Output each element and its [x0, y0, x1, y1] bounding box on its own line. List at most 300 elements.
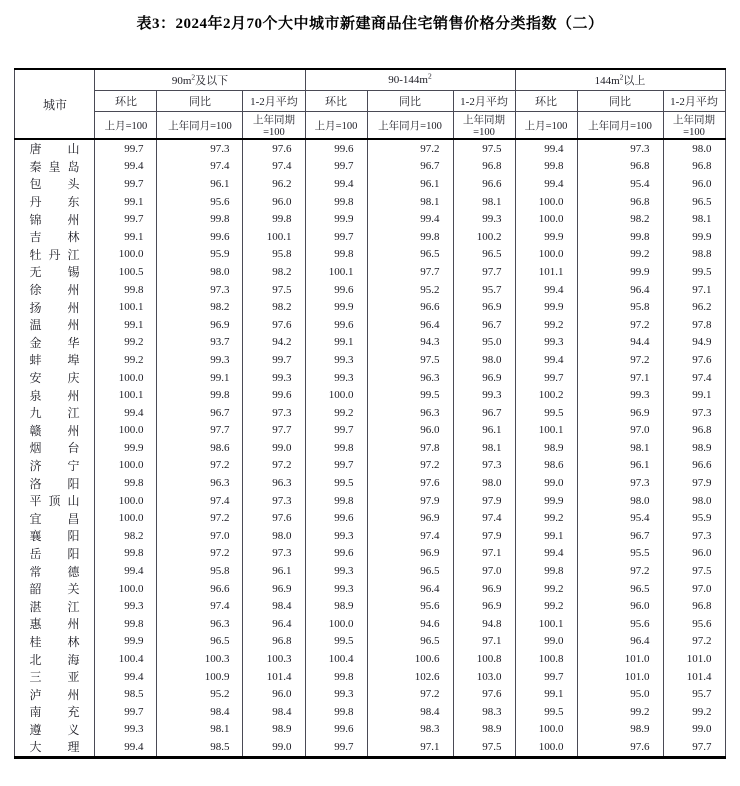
- index-value-cell: 101.4: [243, 668, 305, 686]
- index-value-cell: 99.8: [305, 246, 367, 264]
- index-value-cell: 99.2: [95, 334, 157, 352]
- index-value-cell: 96.0: [663, 545, 725, 563]
- index-value-cell: 95.6: [367, 597, 453, 615]
- index-value-cell: 96.4: [577, 281, 663, 299]
- index-value-cell: 99.8: [515, 158, 577, 176]
- index-value-cell: 99.8: [305, 668, 367, 686]
- index-value-cell: 97.1: [453, 545, 515, 563]
- index-value-cell: 99.3: [305, 685, 367, 703]
- index-value-cell: 97.2: [367, 685, 453, 703]
- index-value-cell: 96.4: [243, 615, 305, 633]
- index-value-cell: 99.9: [305, 210, 367, 228]
- index-value-cell: 99.7: [515, 668, 577, 686]
- index-value-cell: 97.6: [577, 738, 663, 757]
- index-value-cell: 98.5: [95, 685, 157, 703]
- index-value-cell: 99.8: [95, 615, 157, 633]
- city-name: 平 顶 山: [29, 494, 80, 509]
- index-value-cell: 96.5: [453, 246, 515, 264]
- index-value-cell: 98.9: [577, 721, 663, 739]
- table-header: [15, 69, 725, 139]
- table-row: [15, 721, 725, 739]
- index-value-cell: 98.5: [157, 738, 243, 757]
- index-value-cell: 97.2: [577, 351, 663, 369]
- base-period-header: 上月=100: [305, 112, 367, 140]
- city-name: 大 理: [29, 740, 80, 755]
- index-value-cell: 101.1: [515, 263, 577, 281]
- index-value-cell: 98.2: [243, 263, 305, 281]
- index-value-cell: 100.1: [515, 422, 577, 440]
- table-row: [15, 369, 725, 387]
- index-value-cell: 97.2: [367, 457, 453, 475]
- index-value-cell: 97.9: [663, 474, 725, 492]
- table-row: [15, 457, 725, 475]
- index-value-cell: 96.7: [453, 316, 515, 334]
- index-value-cell: 94.2: [243, 334, 305, 352]
- city-name: 丹 东: [29, 195, 80, 210]
- city-name: 赣 州: [29, 423, 80, 438]
- table-row: [15, 439, 725, 457]
- index-value-cell: 96.9: [367, 545, 453, 563]
- table-row: [15, 404, 725, 422]
- index-value-cell: 97.3: [577, 474, 663, 492]
- index-value-cell: 99.9: [305, 298, 367, 316]
- index-value-cell: 97.0: [453, 562, 515, 580]
- index-value-cell: 97.2: [157, 545, 243, 563]
- index-value-cell: 98.0: [243, 527, 305, 545]
- index-value-cell: 96.9: [453, 580, 515, 598]
- index-value-cell: 100.0: [95, 492, 157, 510]
- index-value-cell: 96.8: [663, 597, 725, 615]
- index-value-cell: 99.4: [95, 562, 157, 580]
- table-row: [15, 228, 725, 246]
- index-value-cell: 96.2: [243, 175, 305, 193]
- index-value-cell: 97.8: [367, 439, 453, 457]
- index-value-cell: 97.1: [577, 369, 663, 387]
- index-value-cell: 98.2: [157, 298, 243, 316]
- index-value-cell: 94.3: [367, 334, 453, 352]
- index-value-cell: 99.3: [515, 334, 577, 352]
- index-value-cell: 99.4: [95, 738, 157, 757]
- table-row: [15, 509, 725, 527]
- index-value-cell: 95.9: [663, 509, 725, 527]
- index-value-cell: 97.9: [367, 492, 453, 510]
- index-value-cell: 99.7: [305, 422, 367, 440]
- index-value-cell: 98.9: [243, 721, 305, 739]
- index-value-cell: 96.9: [367, 509, 453, 527]
- index-value-cell: 96.6: [663, 457, 725, 475]
- index-value-cell: 99.1: [663, 386, 725, 404]
- index-value-cell: 96.0: [663, 175, 725, 193]
- city-name: 常 德: [29, 564, 80, 579]
- index-value-cell: 98.6: [515, 457, 577, 475]
- report-page: [0, 14, 740, 759]
- index-value-cell: 99.0: [663, 721, 725, 739]
- table-row: [15, 615, 725, 633]
- index-value-cell: 100.4: [305, 650, 367, 668]
- index-value-cell: 99.6: [305, 509, 367, 527]
- size-group-header: $90-144m^2$: [305, 69, 515, 91]
- table-row: [15, 210, 725, 228]
- index-value-cell: 96.9: [577, 404, 663, 422]
- index-value-cell: 97.4: [367, 527, 453, 545]
- index-value-cell: 99.7: [305, 158, 367, 176]
- index-value-cell: 97.4: [453, 509, 515, 527]
- index-value-cell: 99.4: [95, 404, 157, 422]
- index-value-cell: 97.3: [157, 139, 243, 158]
- index-value-cell: 98.4: [243, 703, 305, 721]
- table-row: [15, 527, 725, 545]
- index-value-cell: 99.8: [305, 703, 367, 721]
- index-value-cell: 95.4: [577, 509, 663, 527]
- index-value-cell: 99.4: [515, 545, 577, 563]
- table-body: [15, 139, 725, 757]
- base-period-header: 上年同期=100: [243, 112, 305, 140]
- metric-header: 环比: [95, 91, 157, 112]
- index-value-cell: 98.4: [367, 703, 453, 721]
- index-value-cell: 100.0: [95, 246, 157, 264]
- city-name: 岳 阳: [29, 546, 80, 561]
- index-value-cell: 96.5: [367, 633, 453, 651]
- index-value-cell: 99.2: [577, 246, 663, 264]
- index-value-cell: 96.5: [663, 193, 725, 211]
- index-value-cell: 99.2: [305, 404, 367, 422]
- index-value-cell: 98.0: [453, 474, 515, 492]
- index-value-cell: 94.8: [453, 615, 515, 633]
- index-value-cell: 99.4: [305, 175, 367, 193]
- index-value-cell: 96.7: [453, 404, 515, 422]
- index-value-cell: 95.2: [367, 281, 453, 299]
- metric-header-row: [15, 91, 725, 112]
- city-name: 唐 山: [29, 142, 80, 157]
- city-name: 济 宁: [29, 458, 80, 473]
- index-value-cell: 99.6: [305, 139, 367, 158]
- index-value-cell: 96.7: [157, 404, 243, 422]
- city-name: 南 充: [29, 705, 80, 720]
- table-row: [15, 175, 725, 193]
- city-name: 烟 台: [29, 441, 80, 456]
- index-value-cell: 99.5: [515, 404, 577, 422]
- index-value-cell: 99.7: [305, 457, 367, 475]
- index-value-cell: 99.4: [515, 281, 577, 299]
- city-name: 牡 丹 江: [29, 247, 80, 262]
- index-value-cell: 99.7: [95, 210, 157, 228]
- index-value-cell: 95.4: [577, 175, 663, 193]
- index-value-cell: 97.5: [453, 738, 515, 757]
- index-value-cell: 96.9: [453, 597, 515, 615]
- index-value-cell: 94.6: [367, 615, 453, 633]
- size-group-header: $90m^2$及以下: [95, 69, 305, 91]
- index-value-cell: 96.8: [243, 633, 305, 651]
- table-row: [15, 703, 725, 721]
- index-value-cell: 101.0: [577, 650, 663, 668]
- index-value-cell: 99.3: [305, 580, 367, 598]
- metric-header: 1-2月平均: [453, 91, 515, 112]
- index-value-cell: 100.0: [515, 721, 577, 739]
- index-value-cell: 96.3: [157, 615, 243, 633]
- index-value-cell: 100.3: [243, 650, 305, 668]
- index-value-cell: 96.9: [243, 580, 305, 598]
- city-name: 锦 州: [29, 212, 80, 227]
- index-value-cell: 97.1: [663, 281, 725, 299]
- index-value-cell: 99.1: [305, 334, 367, 352]
- metric-header: 同比: [577, 91, 663, 112]
- index-value-cell: 97.6: [243, 509, 305, 527]
- index-value-cell: 96.3: [367, 369, 453, 387]
- index-value-cell: 99.9: [95, 439, 157, 457]
- index-value-cell: 100.0: [515, 193, 577, 211]
- index-value-cell: 99.8: [157, 386, 243, 404]
- index-value-cell: 96.2: [663, 298, 725, 316]
- city-name: 韶 关: [29, 582, 80, 597]
- index-value-cell: 97.4: [157, 492, 243, 510]
- index-value-cell: 99.8: [95, 281, 157, 299]
- index-value-cell: 99.8: [515, 562, 577, 580]
- index-value-cell: 97.3: [157, 281, 243, 299]
- metric-header: 1-2月平均: [663, 91, 725, 112]
- table-row: [15, 386, 725, 404]
- index-value-cell: 100.2: [515, 386, 577, 404]
- city-name: 桂 林: [29, 634, 80, 649]
- city-name: 温 州: [29, 318, 80, 333]
- index-value-cell: 99.9: [95, 633, 157, 651]
- table-row: [15, 474, 725, 492]
- index-value-cell: 97.7: [157, 422, 243, 440]
- index-value-cell: 96.0: [243, 685, 305, 703]
- index-value-cell: 103.0: [453, 668, 515, 686]
- index-value-cell: 99.2: [577, 703, 663, 721]
- index-value-cell: 96.1: [577, 457, 663, 475]
- city-name: 徐 州: [29, 283, 80, 298]
- index-value-cell: 96.8: [577, 193, 663, 211]
- index-value-cell: 99.1: [515, 685, 577, 703]
- index-value-cell: 100.0: [305, 386, 367, 404]
- index-value-cell: 95.7: [453, 281, 515, 299]
- index-value-cell: 97.6: [663, 351, 725, 369]
- index-value-cell: 94.9: [663, 334, 725, 352]
- index-value-cell: 97.1: [367, 738, 453, 757]
- index-value-cell: 95.7: [663, 685, 725, 703]
- table-row: [15, 492, 725, 510]
- index-value-cell: 98.1: [453, 193, 515, 211]
- index-value-cell: 100.9: [157, 668, 243, 686]
- city-name: 蚌 埠: [29, 353, 80, 368]
- index-value-cell: 96.0: [367, 422, 453, 440]
- index-value-cell: 98.4: [243, 597, 305, 615]
- index-value-cell: 97.7: [453, 263, 515, 281]
- index-value-cell: 99.3: [577, 386, 663, 404]
- table-row: [15, 650, 725, 668]
- index-value-cell: 96.8: [663, 422, 725, 440]
- table-row: [15, 139, 725, 158]
- index-value-cell: 96.4: [367, 316, 453, 334]
- index-value-cell: 99.9: [515, 298, 577, 316]
- index-value-cell: 95.5: [577, 545, 663, 563]
- table-row: [15, 597, 725, 615]
- index-value-cell: 97.0: [577, 422, 663, 440]
- index-value-cell: 99.6: [305, 545, 367, 563]
- index-value-cell: 99.5: [305, 633, 367, 651]
- index-value-cell: 96.9: [453, 298, 515, 316]
- base-period-header: 上年同期=100: [453, 112, 515, 140]
- table-row: [15, 545, 725, 563]
- index-value-cell: 99.8: [95, 474, 157, 492]
- table-row: [15, 158, 725, 176]
- index-value-cell: 99.8: [305, 193, 367, 211]
- index-value-cell: 99.3: [95, 597, 157, 615]
- table-row: [15, 422, 725, 440]
- index-value-cell: 99.4: [367, 210, 453, 228]
- city-name: 湛 江: [29, 599, 80, 614]
- page-title: 表3：2024年2月70个大中城市新建商品住宅销售价格分类指数（二）: [136, 16, 604, 32]
- city-name: 惠 州: [29, 617, 80, 632]
- index-value-cell: 99.1: [515, 527, 577, 545]
- index-value-cell: 98.2: [95, 527, 157, 545]
- index-value-cell: 98.9: [515, 439, 577, 457]
- index-value-cell: 99.7: [95, 139, 157, 158]
- index-value-cell: 99.1: [95, 228, 157, 246]
- table-row: [15, 351, 725, 369]
- index-value-cell: 100.0: [95, 422, 157, 440]
- base-period-header-row: [15, 112, 725, 140]
- city-name: 九 江: [29, 406, 80, 421]
- index-value-cell: 98.6: [157, 439, 243, 457]
- index-value-cell: 99.0: [515, 474, 577, 492]
- index-value-cell: 97.3: [453, 457, 515, 475]
- index-value-cell: 99.6: [305, 721, 367, 739]
- city-name: 遵 义: [29, 722, 80, 737]
- city-name: 襄 阳: [29, 529, 80, 544]
- index-value-cell: 99.7: [305, 738, 367, 757]
- index-value-cell: 97.2: [577, 316, 663, 334]
- table-row: [15, 562, 725, 580]
- index-value-cell: 97.2: [663, 633, 725, 651]
- index-value-cell: 96.4: [367, 580, 453, 598]
- index-value-cell: 99.8: [305, 492, 367, 510]
- index-value-cell: 99.4: [95, 668, 157, 686]
- index-value-cell: 97.2: [367, 139, 453, 158]
- index-value-cell: 100.8: [453, 650, 515, 668]
- index-value-cell: 98.2: [243, 298, 305, 316]
- table-row: [15, 281, 725, 299]
- index-value-cell: 100.0: [95, 509, 157, 527]
- index-value-cell: 98.1: [453, 439, 515, 457]
- index-value-cell: 96.1: [243, 562, 305, 580]
- index-value-cell: 95.8: [577, 298, 663, 316]
- index-value-cell: 99.9: [577, 263, 663, 281]
- index-value-cell: 99.9: [515, 228, 577, 246]
- index-value-cell: 99.3: [305, 351, 367, 369]
- index-value-cell: 97.3: [663, 527, 725, 545]
- table-row: [15, 334, 725, 352]
- index-value-cell: 95.2: [157, 685, 243, 703]
- index-value-cell: 98.9: [453, 721, 515, 739]
- index-value-cell: 99.6: [243, 386, 305, 404]
- index-value-cell: 96.1: [157, 175, 243, 193]
- index-value-cell: 99.1: [157, 369, 243, 387]
- index-value-cell: 99.5: [367, 386, 453, 404]
- index-value-cell: 98.0: [157, 263, 243, 281]
- index-value-cell: 100.1: [305, 263, 367, 281]
- index-value-cell: 99.2: [663, 703, 725, 721]
- index-value-cell: 96.4: [577, 633, 663, 651]
- city-column-header: 城市: [42, 97, 67, 112]
- table-row: [15, 580, 725, 598]
- index-value-cell: 98.3: [453, 703, 515, 721]
- index-value-cell: 98.9: [663, 439, 725, 457]
- city-name: 安 庆: [29, 371, 80, 386]
- index-value-cell: 97.6: [367, 474, 453, 492]
- index-value-cell: 97.4: [157, 158, 243, 176]
- index-value-cell: 96.6: [453, 175, 515, 193]
- city-name: 泉 州: [29, 388, 80, 403]
- base-period-header: 上年同月=100: [157, 112, 243, 140]
- index-value-cell: 99.8: [577, 228, 663, 246]
- index-value-cell: 99.1: [95, 193, 157, 211]
- table-row: [15, 298, 725, 316]
- table-row: [15, 685, 725, 703]
- index-value-cell: 99.5: [663, 263, 725, 281]
- index-value-cell: 99.3: [305, 369, 367, 387]
- table-row: [15, 263, 725, 281]
- index-value-cell: 98.8: [663, 246, 725, 264]
- index-value-cell: 99.7: [243, 351, 305, 369]
- table-row: [15, 738, 725, 757]
- index-value-cell: 99.4: [515, 139, 577, 158]
- index-value-cell: 97.5: [453, 139, 515, 158]
- index-value-cell: 96.5: [367, 246, 453, 264]
- index-value-cell: 96.7: [367, 158, 453, 176]
- index-value-cell: 99.2: [515, 597, 577, 615]
- city-name: 秦 皇 岛: [29, 159, 80, 174]
- base-period-header: 上年同月=100: [577, 112, 663, 140]
- index-value-cell: 99.3: [157, 351, 243, 369]
- index-value-cell: 96.6: [367, 298, 453, 316]
- metric-header: 同比: [367, 91, 453, 112]
- index-value-cell: 99.0: [243, 439, 305, 457]
- table-row: [15, 246, 725, 264]
- size-group-header-row: [15, 69, 725, 91]
- size-group-header: $144m^2$以上: [515, 69, 725, 91]
- metric-header: 环比: [305, 91, 367, 112]
- index-value-cell: 99.9: [515, 492, 577, 510]
- index-value-cell: 98.1: [577, 439, 663, 457]
- index-value-cell: 99.8: [243, 210, 305, 228]
- index-value-cell: 95.0: [577, 685, 663, 703]
- index-value-cell: 99.2: [515, 509, 577, 527]
- index-value-cell: 96.6: [157, 580, 243, 598]
- index-value-cell: 97.9: [453, 527, 515, 545]
- index-value-cell: 100.0: [95, 457, 157, 475]
- city-name: 三 亚: [29, 670, 80, 685]
- index-value-cell: 98.3: [367, 721, 453, 739]
- index-value-cell: 99.1: [95, 316, 157, 334]
- index-value-cell: 97.3: [663, 404, 725, 422]
- index-value-cell: 96.5: [577, 580, 663, 598]
- index-value-cell: 98.1: [367, 193, 453, 211]
- index-value-cell: 95.8: [243, 246, 305, 264]
- metric-header: 同比: [157, 91, 243, 112]
- base-period-header: 上年同月=100: [367, 112, 453, 140]
- index-value-cell: 99.8: [157, 210, 243, 228]
- index-value-cell: 97.7: [663, 738, 725, 757]
- index-value-cell: 99.3: [453, 386, 515, 404]
- index-value-cell: 99.5: [305, 474, 367, 492]
- index-value-cell: 99.7: [95, 175, 157, 193]
- city-name: 吉 林: [29, 230, 80, 245]
- index-value-cell: 97.5: [367, 351, 453, 369]
- index-value-cell: 100.2: [453, 228, 515, 246]
- index-value-cell: 99.8: [367, 228, 453, 246]
